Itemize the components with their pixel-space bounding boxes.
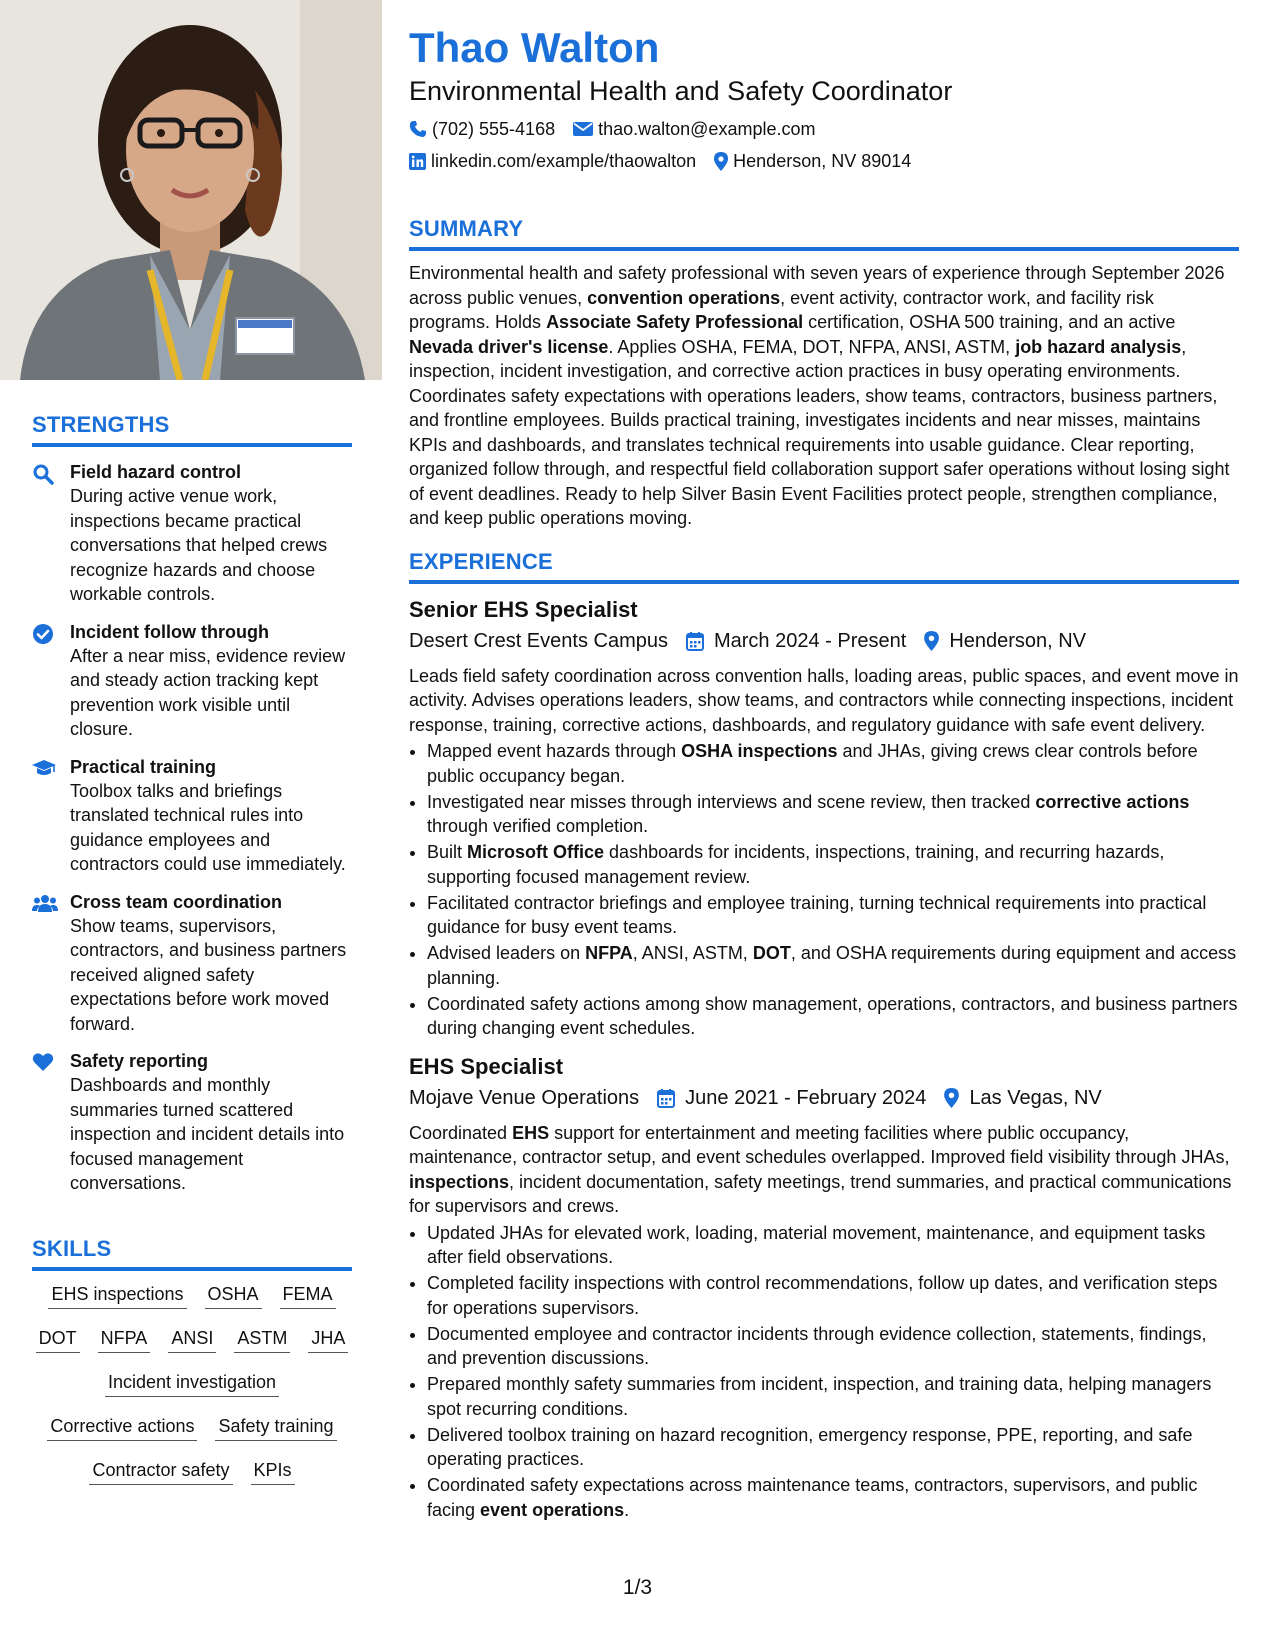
summary-section [409,216,1239,531]
strength-item [32,461,352,607]
job-title: Senior EHS Specialist [409,596,638,622]
strength-item [32,1050,352,1196]
strength-item [32,891,352,1037]
strength-desc: Dashboards and monthly summaries turned scattered inspection and incident details into focused management conversations. [70,1075,345,1193]
strength-title: Practical training [70,756,217,777]
map-pin-icon [714,152,728,171]
job-meta [409,628,1239,654]
bullet-item: • Prepared monthly safety summaries from incident, inspection, and training data, helping managers spot recurring conditions. [427,1372,1239,1421]
profile-photo [0,0,382,380]
job-entry [409,596,1239,1041]
right-column [409,22,1239,1522]
experience-heading: EXPERIENCE [409,549,1239,584]
location-contact [714,150,911,172]
skills-heading: SKILLS [32,1236,352,1271]
contact-row [409,118,1239,140]
search-icon [32,461,70,607]
envelope-icon [573,121,593,137]
skill-chip: NFPA [98,1327,151,1353]
job-location [924,628,1086,654]
heart-icon [32,1050,70,1196]
job-location-text: Las Vegas, NV [969,1086,1102,1109]
bullet-item: • Advised leaders on NFPA, ANSI, ASTM, DOT, and OSHA requirements during equipment and access planning. [427,941,1239,990]
company-name: Mojave Venue Operations [409,1086,640,1109]
bullet-item: • Delivered toolbox training on hazard recognition, emergency response, PPE, reporting, and safe operating practices. [427,1423,1239,1472]
bullet-item: • Documented employee and contractor incidents through evidence collection, statements, findings, and prevention discussions. [427,1322,1239,1371]
bullet-item: • Mapped event hazards through OSHA inspections and JHAs, giving crews clear controls before public occupancy began. [427,739,1239,788]
left-inner [32,412,352,1485]
linkedin-icon [409,153,426,170]
job-meta [409,1085,1239,1111]
skills-chips [32,1283,352,1485]
linkedin-contact[interactable] [409,150,696,172]
strength-desc: Show teams, supervisors, contractors, and business partners received aligned safety expectations before work moved forward. [70,915,347,1034]
email-contact[interactable] [573,118,815,140]
users-icon [32,891,70,1037]
job-summary: Leads field safety coordination across convention halls, loading areas, public spaces, and event move in activity. Advises operations leaders, show teams, and contractors while connecting inspections, incident response, training, corrective actions, dashboards, and regulatory guidance with safe event delivery. [409,665,1239,735]
bullet-item: • Built Microsoft Office dashboards for incidents, inspections, training, and recurring hazards, supporting focused management review. [427,840,1239,889]
strength-title: Safety reporting [70,1051,209,1071]
company-name: Desert Crest Events Campus [409,629,668,652]
job-dates-text: June 2021 - February 2024 [685,1086,927,1109]
job-entry [409,1053,1239,1523]
skill-chip: DOT [36,1327,80,1353]
job-role-title: Environmental Health and Safety Coordinator [409,76,953,106]
map-pin-icon [944,1088,959,1108]
skill-chip: FEMA [280,1283,336,1309]
location-text: Henderson, NV 89014 [733,151,912,171]
linkedin-text: linkedin.com/example/thaowalton [431,151,697,171]
strength-desc: Toolbox talks and briefings translated technical rules into guidance employees and contractors could use immediately. [70,780,346,874]
job-dates [657,1085,926,1111]
skills-section [32,1236,352,1485]
strength-desc: During active venue work, inspections became practical conversations that helped crews recognize hazards and choose workable controls. [70,486,328,604]
job-dates-text: March 2024 - Present [713,629,907,652]
bullet-item: • Investigated near misses through interviews and scene review, then tracked corrective actions through verified completion. [427,790,1239,839]
contact-row [409,150,1239,172]
phone-contact[interactable] [409,118,555,140]
strengths-list [32,461,352,1196]
experience-section [409,549,1239,1523]
strength-title: Incident follow through [70,621,269,642]
skill-chip: Safety training [215,1415,336,1441]
job-bullets [409,739,1239,1041]
map-pin-icon [924,631,939,651]
candidate-name: Thao Walton [409,24,660,71]
skill-chip: Incident investigation [105,1371,279,1397]
left-column [0,0,382,1650]
calendar-icon [657,1088,675,1108]
strength-desc: After a near miss, evidence review and steady action tracking kept prevention work visible until closure. [70,645,346,739]
skill-chip: EHS inspections [48,1283,186,1309]
strength-item [32,756,352,877]
skill-chip: OSHA [205,1283,262,1309]
skill-chip: Corrective actions [47,1415,197,1441]
job-summary: Coordinated EHS support for entertainment and meeting facilities where public occupancy, maintenance, contractor setup, and event schedules overlapped. Improved field visibility through JHAs, inspections, incident documentation, safety meetings, trend summaries, and practical communications for supervisors and crews. [409,1122,1232,1216]
phone-text: (702) 555-4168 [432,119,556,139]
skill-chip: Contractor safety [89,1459,232,1485]
skill-chip: JHA [308,1327,348,1353]
strength-title: Field hazard control [70,462,242,482]
strengths-heading: STRENGTHS [32,412,352,447]
check-circle-icon [32,621,70,742]
job-location [944,1085,1101,1111]
email-text: thao.walton@example.com [598,119,816,139]
graduation-cap-icon [32,756,70,877]
page-number: 1/3 [622,1576,653,1599]
skill-chip: KPIs [251,1459,295,1485]
job-location-text: Henderson, NV [949,629,1087,652]
summary-heading: SUMMARY [409,216,1239,251]
job-bullets [409,1221,1239,1523]
bullet-item: • Coordinated safety expectations across maintenance teams, contractors, supervisors, and public facing event operations. [427,1473,1239,1522]
bullet-item: • Completed facility inspections with control recommendations, follow up dates, and verification steps for operations supervisors. [427,1271,1239,1320]
strength-title: Cross team coordination [70,891,283,912]
job-dates [686,628,906,654]
strength-item [32,621,352,742]
calendar-icon [686,631,704,651]
summary-paragraph: Environmental health and safety professional with seven years of experience through September 2026 across public venues, convention operations, event activity, contractor work, and facility risk programs. Holds Associate Safety Professional certification, OSHA 500 training, and an active Nevada driver's license. Applies OSHA, FEMA, DOT, NFPA, ANSI, ASTM, job hazard analysis, inspection, incident investigation, and corrective action practices in busy operating environments. Coordinates safety expectations with operations leaders, show teams, contractors, business partners, and frontline employees. Builds practical training, investigates incidents and near misses, maintains KPIs and dashboards, and translates technical requirements into usable guidance. Clear reporting, organized follow through, and respectful field collaboration support safer operations without losing sight of event deadlines. Ready to help Silver Basin Event Facilities protect people, strengthen compliance, and keep public operations moving. [409,263,1230,528]
job-title: EHS Specialist [409,1053,564,1079]
phone-icon [409,120,427,138]
skill-chip: ASTM [234,1327,290,1353]
skill-chip: ANSI [168,1327,216,1353]
bullet-item: • Coordinated safety actions among show management, operations, contractors, and business partners during changing event schedules. [427,992,1239,1041]
bullet-item: • Updated JHAs for elevated work, loading, material movement, maintenance, and equipment tasks after field observations. [427,1221,1239,1270]
bullet-item: • Facilitated contractor briefings and employee training, turning technical requirements into practical guidance for busy event teams. [427,891,1239,940]
